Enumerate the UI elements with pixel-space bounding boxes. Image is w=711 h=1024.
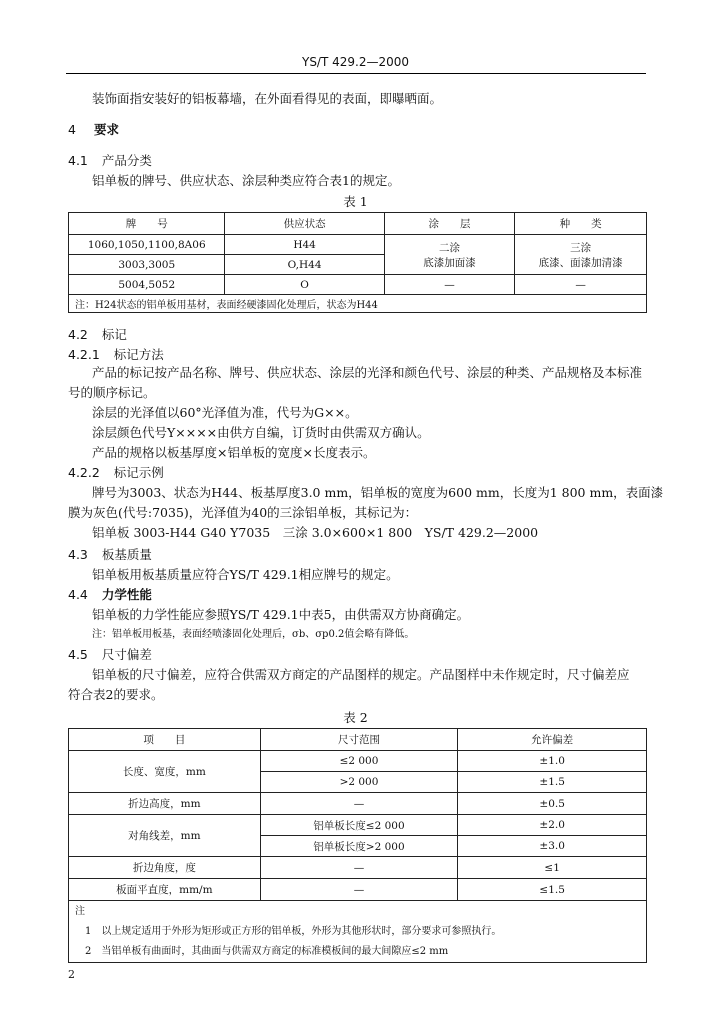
t2-range-cell: —: [260, 879, 458, 901]
t2-row: [69, 793, 647, 815]
t2-range-cell: 铝单板长度>2 000: [260, 836, 458, 857]
t2-tol-cell: ±1.5: [458, 772, 647, 793]
section-4-5-title: 尺寸偏差: [101, 647, 152, 662]
section-4-2-2-heading: [68, 464, 164, 482]
section-4-2-1-number: 4.2.1: [68, 347, 100, 362]
t2-range-cell: —: [260, 793, 458, 815]
t2-item-length-width: 长度、宽度，mm: [69, 751, 261, 793]
t1-state-cell: O: [225, 275, 384, 295]
section-4-2-1-line: 号的顺序标记。: [68, 385, 156, 400]
section-4-2-2-line: 牌号为3003、状态为H44、板基厚度3.0 mm，铝单板的宽度为600 mm，长度为1 800 mm，表面漆: [92, 485, 664, 500]
t2-tol-cell: ≤1: [458, 857, 647, 879]
section-4-1-number: 4.1: [68, 153, 88, 168]
section-4-4-text: 铝单板的力学性能应参照YS/T 429.1中表5，由供需双方协商确定。: [92, 607, 470, 622]
t2-note-2: 2 当铝单板有曲面时，其曲面与供需双方商定的标准模板间的最大间隙应≤2 mm: [85, 945, 449, 957]
section-4-2-1-line: 产品的规格以板基厚度×铝单板的宽度×长度表示。: [92, 445, 376, 460]
section-4-2-title: 标记: [101, 327, 127, 342]
t1-row: [69, 275, 647, 295]
table-1: [68, 212, 647, 313]
section-4-3-heading: [68, 546, 152, 564]
t2-note-1: 1 以上规定适用于外形为矩形或正方形的铝单板，外形为其他形状时，部分要求可参照执行。: [85, 925, 502, 937]
section-4-2-1-line: 产品的标记按产品名称、牌号、供应状态、涂层的光泽和颜色代号、涂层的种类、产品规格及本标准: [92, 365, 643, 380]
section-4-4-note: 注：铝单板用板基，表面经喷漆固化处理后，σb、σp0.2值会略有降低。: [92, 629, 415, 640]
section-4-number: 4: [68, 122, 76, 137]
t2-tol-cell: ±0.5: [458, 793, 647, 815]
t1-coat-two-name: 二涂: [439, 241, 461, 254]
section-4-1-title: 产品分类: [101, 153, 152, 168]
section-4-3-number: 4.3: [68, 547, 88, 562]
t1-coating-two: [384, 235, 515, 275]
t1-header-grade: 牌 号: [69, 213, 225, 235]
intro-text: 装饰面指安装好的铝板幕墙，在外面看得见的表面，即曝晒面。: [92, 91, 443, 106]
section-4-2-2-line: 膜为灰色(代号:7035)，光泽值为40的三涂铝单板，其标记为：: [68, 505, 418, 520]
t2-tol-cell: ±1.0: [458, 751, 647, 772]
section-4-5-number: 4.5: [68, 647, 88, 662]
t2-row: [69, 751, 647, 772]
t1-coat-two-desc: 底漆加面漆: [423, 256, 476, 269]
t2-note-label: 注: [75, 905, 85, 917]
t2-range-cell: ≤2 000: [260, 751, 458, 772]
section-4-title: 要求: [93, 122, 119, 137]
t2-item-flange-angle: 折边角度，度: [69, 857, 261, 879]
t1-dash-cell: —: [384, 275, 515, 295]
standard-code-header: YS/T 429.2—2000: [301, 55, 410, 69]
t1-grade-cell: 1060,1050,1100,8A06: [69, 235, 225, 255]
t2-item-flatness: 板面平直度，mm/m: [69, 879, 261, 901]
section-4-2-1-line: 涂层颜色代号Y××××由供方自编，订货时由供需双方确认。: [92, 425, 430, 440]
t2-header-tolerance: 允许偏差: [458, 729, 647, 751]
section-4-2-1-title: 标记方法: [113, 347, 164, 362]
t1-grade-cell: 3003,3005: [69, 255, 225, 275]
section-4-5-line: 铝单板的尺寸偏差，应符合供需双方商定的产品图样的规定。产品图样中未作规定时，尺寸偏差应: [92, 667, 630, 682]
t2-row: [69, 857, 647, 879]
t1-state-cell: H44: [225, 235, 384, 255]
section-4-3-text: 铝单板用板基质量应符合YS/T 429.1相应牌号的规定。: [92, 567, 399, 582]
section-4-2-2-number: 4.2.2: [68, 465, 100, 480]
section-4-3-title: 板基质量: [101, 547, 152, 562]
section-4-5-line: 符合表2的要求。: [68, 687, 164, 702]
section-4-heading: [68, 121, 119, 139]
section-4-4-heading: [68, 586, 152, 604]
page-number: 2: [68, 968, 75, 981]
section-4-2-2-title: 标记示例: [113, 465, 164, 480]
t2-range-cell: >2 000: [260, 772, 458, 793]
t1-coating-three: [515, 235, 647, 275]
section-4-4-number: 4.4: [68, 587, 88, 602]
t2-row: [69, 879, 647, 901]
t1-row: [69, 235, 647, 255]
section-4-1-text: 铝单板的牌号、供应状态、涂层种类应符合表1的规定。: [92, 173, 400, 188]
t1-header-type: 种 类: [515, 213, 647, 235]
section-4-2-heading: [68, 326, 127, 344]
t2-header-item: 项 目: [69, 729, 261, 751]
t1-coat-three-desc: 底漆、面漆加清漆: [538, 256, 623, 269]
t1-header-state: 供应状态: [225, 213, 384, 235]
section-4-5-heading: [68, 646, 152, 664]
t2-tol-cell: ±2.0: [458, 815, 647, 836]
section-4-2-1-line: 涂层的光泽值以60°光泽值为准，代号为G××。: [92, 405, 358, 420]
t1-grade-cell: 5004,5052: [69, 275, 225, 295]
t1-note: 注：H24状态的铝单板用基材，表面经硬漆固化处理后，状态为H44: [69, 295, 647, 313]
table-2-caption: 表 2: [343, 710, 368, 725]
table-2: [68, 728, 647, 963]
marking-example: 铝单板 3003-H44 G40 Y7035 三涂 3.0×600×1 800 YS/T 429.2—2000: [92, 525, 539, 540]
t1-dash-cell: —: [515, 275, 647, 295]
t1-header-coating: 涂 层: [384, 213, 515, 235]
section-4-2-number: 4.2: [68, 327, 88, 342]
header-rule: [66, 73, 646, 74]
t2-item-flange-height: 折边高度，mm: [69, 793, 261, 815]
t1-coat-three-name: 三涂: [570, 241, 592, 254]
t2-tol-cell: ≤1.5: [458, 879, 647, 901]
section-4-2-1-heading: [68, 346, 164, 364]
t2-range-cell: 铝单板长度≤2 000: [260, 815, 458, 836]
t2-range-cell: —: [260, 857, 458, 879]
t2-row: [69, 815, 647, 836]
t2-notes: [69, 901, 647, 963]
t2-header-range: 尺寸范围: [260, 729, 458, 751]
t1-state-cell: O,H44: [225, 255, 384, 275]
section-4-1-heading: [68, 152, 152, 170]
t2-item-diagonal: 对角线差，mm: [69, 815, 261, 857]
table-1-caption: 表 1: [343, 194, 368, 209]
section-4-4-title: 力学性能: [101, 587, 152, 602]
t2-tol-cell: ±3.0: [458, 836, 647, 857]
